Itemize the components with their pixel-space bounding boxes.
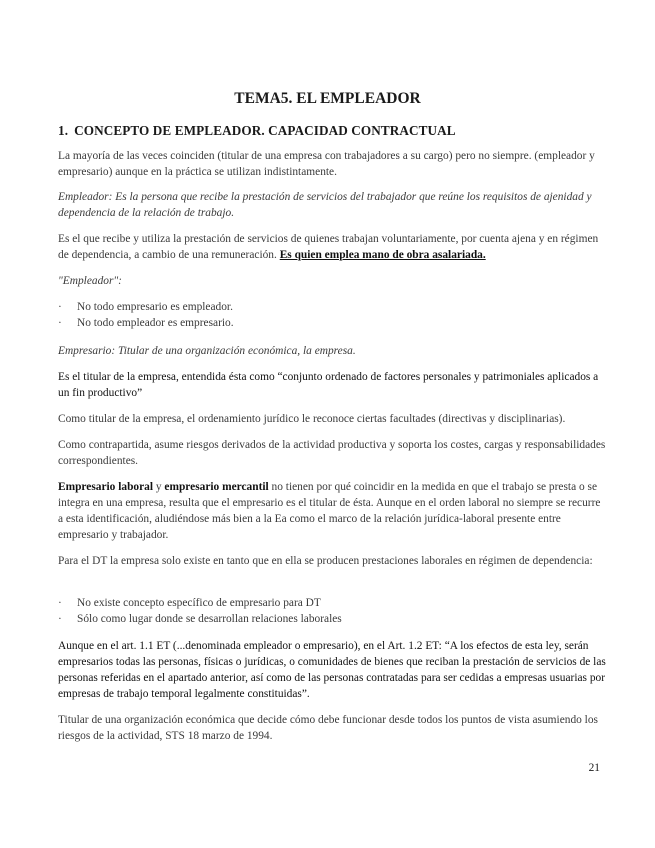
paragraph-connector: y: [153, 481, 165, 493]
term-empresario-mercantil: empresario mercantil: [164, 481, 269, 493]
emphasis-asalariada: Es quien emplea mano de obra asalariada.: [279, 249, 486, 261]
paragraph-empresario-text: no tienen por qué coincidir en la medida en que el trabajo se presta o se integra en una empresa, resulta que el empresario es el titular de ésta. Aunque en el orden laboral no siempre se recurre a esta identificación, aludiéndose más bien a la Ea como el marco de la relación jurídica-laboral presente entre empresario y trabajador.: [58, 481, 601, 541]
section-heading-text: CONCEPTO DE EMPLEADOR. CAPACIDAD CONTRACTUAL: [74, 123, 456, 138]
paragraph-empresario-description: Es el titular de la empresa, entendida ésta como “conjunto ordenado de factores personales y patrimoniales aplicados a un fin productivo”: [58, 371, 599, 399]
paragraph-empleador-description: [58, 231, 606, 263]
section-heading: [58, 122, 606, 140]
bullet: ·: [58, 317, 62, 329]
bullet: ·: [58, 301, 62, 313]
bullet: ·: [58, 597, 62, 609]
paragraph-definition-empleador: Empleador: Es la persona que recibe la prestación de servicios del trabajador que reúne los requisitos de ajenidad y dependencia de la relación de trabajo.: [58, 191, 592, 219]
list-item-text: No existe concepto específico de empresario para DT: [77, 597, 321, 609]
paragraph-empleador-label: "Empleador":: [58, 275, 122, 287]
term-empresario-laboral: Empresario laboral: [58, 481, 154, 493]
paragraph-definition-empresario: Empresario: Titular de una organización económica, la empresa.: [58, 345, 356, 357]
paragraph-art-1-2-et: Aunque en el art. 1.1 ET (...denominada empleador o empresario), en el Art. 1.2 ET: “A los efectos de esta ley, serán empresarios todas las personas, físicas o jurídicas, o comunidades de bienes que reciban la prestación de servicios de las personas referidas en el apartado anterior, así como de las personas contratadas para ser cedidas a empresas usuarias por empresas de trabajo temporal legalmente constituidas”.: [58, 640, 606, 700]
paragraph-dt-empresa: Para el DT la empresa solo existe en tanto que en ella se producen prestaciones laborales en régimen de dependencia:: [58, 555, 593, 567]
paragraph-empresario-laboral-mercantil: [58, 479, 606, 543]
paragraph-sts-1994: Titular de una organización económica que decide cómo debe funcionar desde todos los puntos de vista asumiendo los riesgos de la actividad, STS 18 marzo de 1994.: [58, 714, 598, 742]
list-item-text: Sólo como lugar donde se desarrollan relaciones laborales: [77, 613, 342, 625]
bullet: ·: [58, 613, 62, 625]
paragraph-intro: La mayoría de las veces coinciden (titular de una empresa con trabajadores a su cargo) pero no siempre. (empleador y empresario) aunque en la práctica se utilizan indistintamente.: [58, 150, 595, 178]
list-item-text: No todo empleador es empresario.: [77, 317, 234, 329]
section-number: 1.: [58, 123, 69, 138]
paragraph-empleador-text: Es el que recibe y utiliza la prestación de servicios de quienes trabajan voluntariamente, por cuenta ajena y en régimen de dependencia, a cambio de una remuneración.: [58, 233, 599, 261]
paragraph-riesgos: Como contrapartida, asume riesgos derivados de la actividad productiva y soporta los costes, cargas y responsabilidades correspondientes.: [58, 439, 606, 467]
list-item-text: No todo empresario es empleador.: [77, 301, 233, 313]
document-title: TEMA5. EL EMPLEADOR: [234, 90, 421, 107]
paragraph-facultades: Como titular de la empresa, el ordenamiento jurídico le reconoce ciertas facultades (directivas y disciplinarias).: [58, 413, 566, 425]
page-number: 21: [588, 762, 600, 774]
